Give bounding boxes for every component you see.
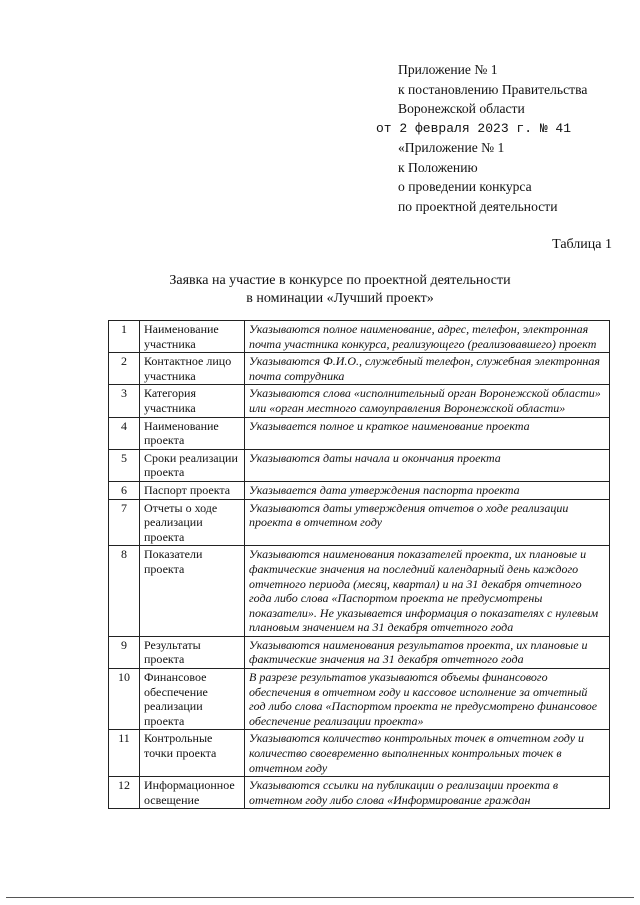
appendix-line: Приложение № 1 [398, 62, 498, 77]
row-number: 12 [109, 777, 140, 809]
table-row [109, 669, 610, 730]
row-description: Указываются даты начала и окончания проекта [245, 449, 610, 481]
row-field-name: Наименование проекта [140, 417, 245, 449]
row-field-name: Информационное освещение [140, 777, 245, 809]
row-description: Указываются наименования результатов проекта, их плановые и фактические значения на 31 декабря отчетного года [245, 636, 610, 668]
table-row [109, 481, 610, 499]
appendix-date-stamp: от 2 февраля 2023 г. № 41 [376, 120, 572, 136]
row-description: Указываются Ф.И.О., служебный телефон, служебная электронная почта сотрудника [245, 353, 610, 385]
row-number: 11 [109, 730, 140, 777]
row-number: 1 [109, 321, 140, 353]
row-number: 7 [109, 499, 140, 546]
row-number: 4 [109, 417, 140, 449]
row-number: 10 [109, 669, 140, 730]
row-field-name: Показатели проекта [140, 546, 245, 637]
title-line: в номинации «Лучший проект» [246, 291, 434, 306]
application-table [108, 320, 610, 809]
table-row [109, 417, 610, 449]
row-number: 3 [109, 385, 140, 417]
row-field-name: Отчеты о ходе реализации проекта [140, 499, 245, 546]
row-description: Указываются количество контрольных точек в отчетном году и количество своевременно выполненных контрольных точек в отчетном году [245, 730, 610, 777]
table-row [109, 730, 610, 777]
table-label: Таблица 1 [552, 237, 612, 252]
row-description: В разрезе результатов указываются объемы финансового обеспечения в отчетном году и кассовое исполнение за отчетный год либо слова «Паспортом проекта не предусмотрено финансовое обеспечение реализации проекта» [245, 669, 610, 730]
table-row [109, 353, 610, 385]
row-number: 8 [109, 546, 140, 637]
row-description: Указываются полное наименование, адрес, телефон, электронная почта участника конкурса, реализующего (реализовавшего) проект [245, 321, 610, 353]
appendix-header [376, 60, 588, 216]
table-row [109, 636, 610, 668]
row-number: 9 [109, 636, 140, 668]
appendix-line: по проектной деятельности [398, 198, 558, 214]
table-row [109, 546, 610, 637]
row-field-name: Сроки реализации проекта [140, 449, 245, 481]
table-row [109, 321, 610, 353]
appendix-line: о проведении конкурса [398, 179, 532, 194]
row-description: Указываются слова «исполнительный орган Воронежской области» или «орган местного самоуправления Воронежской области» [245, 385, 610, 417]
title-line: Заявка на участие в конкурсе по проектной деятельности [169, 273, 511, 288]
appendix-line: к постановлению Правительства [398, 81, 588, 97]
row-field-name: Контактное лицо участника [140, 353, 245, 385]
row-number: 6 [109, 481, 140, 499]
table-row [109, 385, 610, 417]
table-row [109, 777, 610, 809]
row-field-name: Контрольные точки проекта [140, 730, 245, 777]
row-description: Указывается дата утверждения паспорта проекта [245, 481, 610, 499]
appendix-line: «Приложение № 1 [398, 140, 505, 155]
row-field-name: Результаты проекта [140, 636, 245, 668]
row-number: 5 [109, 449, 140, 481]
page-bottom-rule [6, 897, 634, 898]
table-row [109, 449, 610, 481]
row-description: Указываются наименования показателей проекта, их плановые и фактические значения на последний календарный день каждого отчетного периода (месяц, квартал) и на 31 декабря отчетного года либо слова «Паспортом проекта не предусмотрены показатели». Не указывается информация о показателях с нулевым плановым значением на 31 декабря отчетного года [245, 546, 610, 637]
row-description: Указывается полное и краткое наименование проекта [245, 417, 610, 449]
row-field-name: Паспорт проекта [140, 481, 245, 499]
appendix-line: к Положению [398, 159, 478, 175]
row-field-name: Финансовое обеспечение реализации проекта [140, 669, 245, 730]
row-field-name: Наименование участника [140, 321, 245, 353]
appendix-line: Воронежской области [398, 101, 525, 116]
row-field-name: Категория участника [140, 385, 245, 417]
document-title [120, 272, 560, 308]
row-description: Указываются даты утверждения отчетов о ходе реализации проекта в отчетном году [245, 499, 610, 546]
row-description: Указываются ссылки на публикации о реализации проекта в отчетном году либо слова «Информирование граждан [245, 777, 610, 809]
row-number: 2 [109, 353, 140, 385]
table-row [109, 499, 610, 546]
